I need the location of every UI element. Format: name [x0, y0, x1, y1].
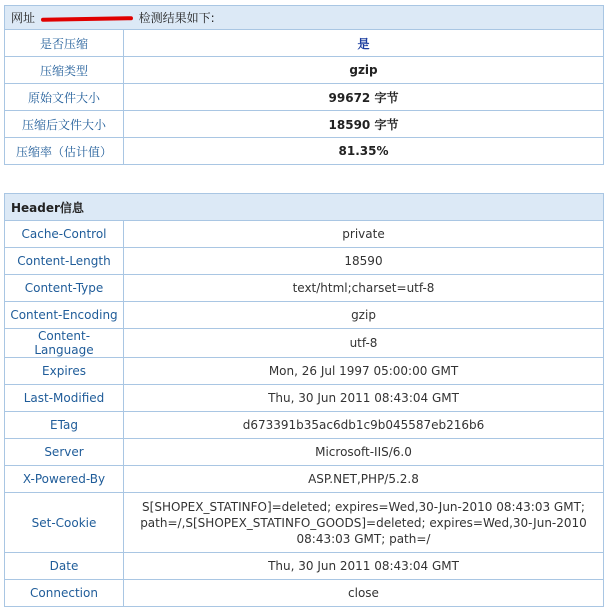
row-label: 原始文件大小: [5, 84, 124, 111]
result-heading: 检测结果如下:: [138, 11, 215, 25]
header-name: Expires: [5, 358, 124, 385]
header-name: Server: [5, 439, 124, 466]
row-label: 压缩率（估计值）: [5, 138, 124, 165]
table-row: [5, 493, 604, 553]
row-value: 81.35%: [124, 138, 604, 165]
header-name: Content-Language: [5, 329, 124, 358]
header-value: Mon, 26 Jul 1997 05:00:00 GMT: [124, 358, 604, 385]
header-value: gzip: [124, 302, 604, 329]
table-row: [5, 275, 604, 302]
header-value: text/html;charset=utf-8: [124, 275, 604, 302]
table-row: [5, 553, 604, 580]
header-value: 18590: [124, 248, 604, 275]
header-value: private: [124, 221, 604, 248]
header-name: X-Powered-By: [5, 466, 124, 493]
row-value: 99672 字节: [124, 84, 604, 111]
row-value: 18590 字节: [124, 111, 604, 138]
header-name: Content-Length: [5, 248, 124, 275]
table-row: [5, 111, 604, 138]
header-value: Thu, 30 Jun 2011 08:43:04 GMT: [124, 385, 604, 412]
table-row: [5, 138, 604, 165]
compression-result-table: [4, 5, 604, 165]
table-row: [5, 248, 604, 275]
row-label: 是否压缩: [5, 30, 124, 57]
table-row: [5, 439, 604, 466]
header-value: close: [124, 580, 604, 607]
header-name: Content-Type: [5, 275, 124, 302]
header-value: Thu, 30 Jun 2011 08:43:04 GMT: [124, 553, 604, 580]
header-name: Cache-Control: [5, 221, 124, 248]
compression-header-row: [5, 6, 604, 30]
table-row: [5, 580, 604, 607]
row-value: gzip: [124, 57, 604, 84]
table-row: [5, 329, 604, 358]
table-row: [5, 221, 604, 248]
table-row: [5, 358, 604, 385]
header-name: Content-Encoding: [5, 302, 124, 329]
header-value: ASP.NET,PHP/5.2.8: [124, 466, 604, 493]
table-row: [5, 84, 604, 111]
table-row: [5, 412, 604, 439]
header-name: Set-Cookie: [5, 493, 124, 553]
row-value: 是: [124, 30, 604, 57]
header-value: utf-8: [124, 329, 604, 358]
compression-header: [5, 6, 604, 30]
header-value: Microsoft-IIS/6.0: [124, 439, 604, 466]
table-row: [5, 30, 604, 57]
row-label: 压缩类型: [5, 57, 124, 84]
header-name: ETag: [5, 412, 124, 439]
header-value: S[SHOPEX_STATINFO]=deleted; expires=Wed,30-Jun-2010 08:43:03 GMT; path=/,S[SHOPEX_STATINFO_GOODS]=deleted; expires=Wed,30-Jun-2010 08:43:03 GMT; path=/: [124, 493, 604, 553]
header-value: d673391b35ac6db1c9b045587eb216b6: [124, 412, 604, 439]
header-name: Date: [5, 553, 124, 580]
header-name: Last-Modified: [5, 385, 124, 412]
table-row: [5, 466, 604, 493]
table-row: [5, 302, 604, 329]
table-row: [5, 57, 604, 84]
row-label: 压缩后文件大小: [5, 111, 124, 138]
table-row: [5, 385, 604, 412]
redacted-url-mark: [41, 14, 133, 24]
header-info-table: [4, 193, 604, 607]
header-info-title: Header信息: [5, 194, 604, 221]
url-prefix-label: 网址: [11, 11, 36, 25]
header-info-title-row: [5, 194, 604, 221]
header-name: Connection: [5, 580, 124, 607]
